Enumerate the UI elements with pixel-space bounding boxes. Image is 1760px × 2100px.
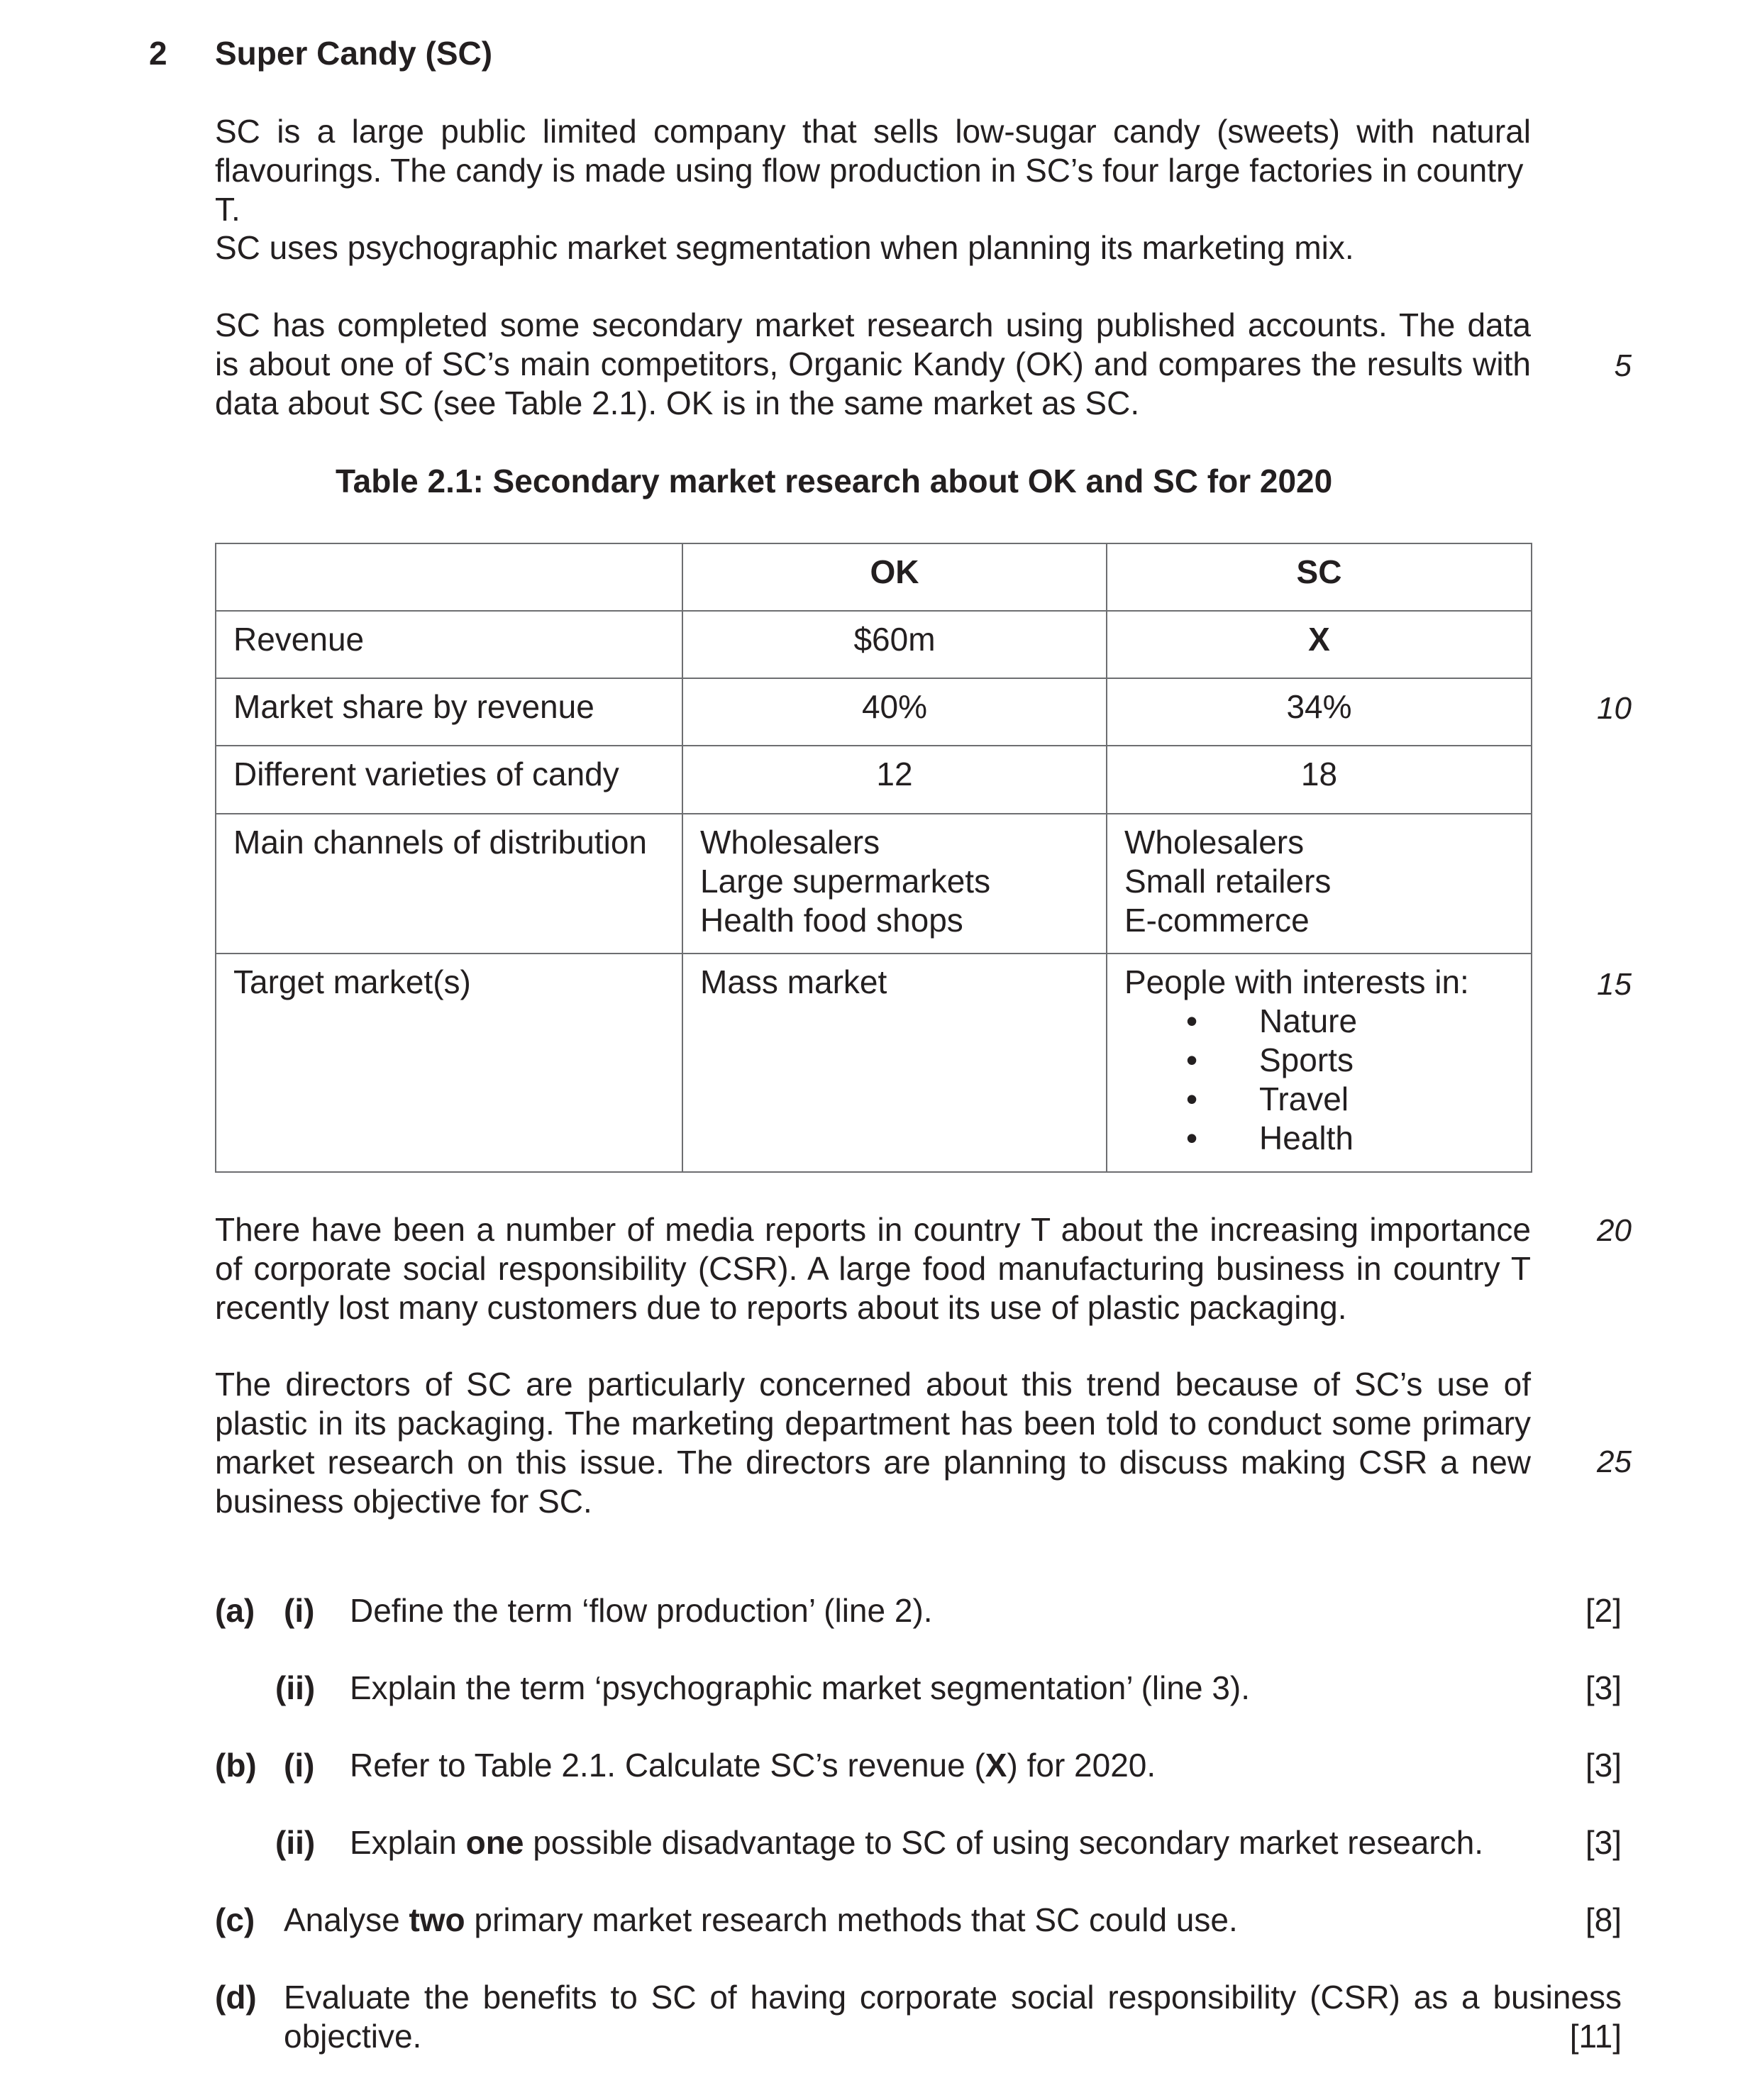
question-b-i-text: Refer to Table 2.1. Calculate SC’s revenue (X) for 2020.: [350, 1747, 1156, 1784]
question-b-ii-text: Explain one possible disadvantage to SC of using secondary market research.: [350, 1824, 1484, 1861]
question-d-marks: [11]: [1569, 2018, 1622, 2055]
row-label: Revenue: [216, 611, 682, 678]
question-c-marks: [8]: [1585, 1901, 1622, 1938]
sc-target: [1107, 954, 1532, 1172]
sc-value: 34%: [1107, 678, 1532, 746]
sc-channel-item: Wholesalers: [1124, 824, 1305, 861]
line-number-25: 25: [1597, 1444, 1632, 1479]
table-row: [216, 611, 1532, 678]
ok-channels: [682, 814, 1107, 954]
bullet-item: • Nature: [1124, 1002, 1514, 1041]
bullet-icon: •: [1185, 1002, 1198, 1039]
row-label: Market share by revenue: [216, 678, 682, 746]
question-c-text: Analyse two primary market research methods that SC could use.: [284, 1901, 1238, 1938]
case-paragraph-5-line-4: business objective for SC.: [215, 1483, 592, 1520]
question-b-i-label: (i): [284, 1747, 315, 1784]
question-a-ii-text: Explain the term ‘psychographic market segmentation’ (line 3).: [350, 1669, 1250, 1706]
bullet-icon: •: [1185, 1120, 1198, 1156]
ok-value: 12: [682, 746, 1107, 814]
header-cell-empty: [216, 543, 682, 611]
sc-value: X: [1107, 611, 1532, 678]
row-label: Different varieties of candy: [216, 746, 682, 814]
table-row: [216, 746, 1532, 814]
table-header-row: [216, 543, 1532, 611]
sc-value: 18: [1107, 746, 1532, 814]
case-paragraph-1-line-1: SC is a large public limited company that sells low-sugar candy (sweets) with natural: [215, 113, 1531, 150]
question-a-i-text: Define the term ‘flow production’ (line 2).: [350, 1592, 933, 1629]
bullet-item: • Health: [1124, 1119, 1514, 1158]
row-label: Target market(s): [216, 954, 682, 1172]
row-label: Main channels of distribution: [216, 814, 682, 954]
ok-channel-item: Health food shops: [700, 902, 963, 939]
question-a-ii-marks: [3]: [1585, 1669, 1622, 1706]
question-a-i-marks: [2]: [1585, 1592, 1622, 1629]
market-research-table: [215, 543, 1532, 1173]
question-b-ii-label: (ii): [275, 1824, 316, 1861]
bullet-icon: •: [1185, 1081, 1198, 1117]
table-caption: Table 2.1: Secondary market research about OK and SC for 2020: [336, 463, 1333, 499]
line-number-15: 15: [1597, 967, 1632, 1002]
sc-channel-item: E-commerce: [1124, 902, 1310, 939]
header-cell-ok: OK: [682, 543, 1107, 611]
line-number-5: 5: [1614, 348, 1632, 383]
ok-value: $60m: [682, 611, 1107, 678]
bullet-icon: •: [1185, 1041, 1198, 1078]
ok-channel-item: Large supermarkets: [700, 863, 991, 900]
ok-channel-item: Wholesalers: [700, 824, 880, 861]
case-paragraph-5-line-2: plastic in its packaging. The marketing department has been told to conduct some primary: [215, 1405, 1531, 1442]
case-paragraph-3-line-3: data about SC (see Table 2.1). OK is in the same market as SC.: [215, 385, 1140, 421]
table-row: [216, 678, 1532, 746]
question-a-i-label: (i): [284, 1592, 315, 1629]
case-paragraph-3-line-1: SC has completed some secondary market research using published accounts. The data: [215, 306, 1531, 343]
question-b-i-marks: [3]: [1585, 1747, 1622, 1784]
sc-channels: [1107, 814, 1532, 954]
question-b-ii-marks: [3]: [1585, 1824, 1622, 1861]
question-d-text-line-2: objective.: [284, 2018, 422, 2055]
bullet-item: • Sports: [1124, 1041, 1514, 1080]
sc-channel-item: Small retailers: [1124, 863, 1332, 900]
case-paragraph-1-line-2: flavourings. The candy is made using flow production in SC’s four large factories in country T.: [215, 152, 1524, 228]
table-row: [216, 814, 1532, 954]
table-row: [216, 954, 1532, 1172]
case-paragraph-4-line-3: recently lost many customers due to reports about its use of plastic packaging.: [215, 1289, 1347, 1326]
case-paragraph-2: SC uses psychographic market segmentation when planning its marketing mix.: [215, 229, 1354, 266]
header-cell-sc: SC: [1107, 543, 1532, 611]
line-number-10: 10: [1597, 691, 1632, 726]
case-paragraph-5-line-1: The directors of SC are particularly concerned about this trend because of SC’s use of: [215, 1366, 1531, 1403]
question-c-label: (c): [215, 1901, 255, 1938]
question-title: Super Candy (SC): [215, 35, 493, 72]
question-number: 2: [149, 35, 167, 72]
bullet-item: • Travel: [1124, 1080, 1514, 1119]
line-number-20: 20: [1597, 1213, 1632, 1248]
ok-value: 40%: [682, 678, 1107, 746]
case-paragraph-5-line-3: market research on this issue. The directors are planning to discuss making CSR a new: [215, 1444, 1531, 1481]
question-d-text-line-1: Evaluate the benefits to SC of having corporate social responsibility (CSR) as a business: [284, 1979, 1622, 2016]
sc-target-intro: People with interests in:: [1124, 963, 1469, 1000]
case-paragraph-4-line-1: There have been a number of media reports in country T about the increasing importance: [215, 1211, 1531, 1248]
case-paragraph-4-line-2: of corporate social responsibility (CSR). A large food manufacturing business in country T: [215, 1250, 1531, 1287]
question-d-label: (d): [215, 1979, 257, 2016]
question-b-label: (b): [215, 1747, 257, 1784]
question-a-label: (a): [215, 1592, 255, 1629]
ok-target: Mass market: [682, 954, 1107, 1172]
case-paragraph-3-line-2: is about one of SC’s main competitors, Organic Kandy (OK) and compares the results with: [215, 346, 1531, 382]
question-a-ii-label: (ii): [275, 1669, 316, 1706]
